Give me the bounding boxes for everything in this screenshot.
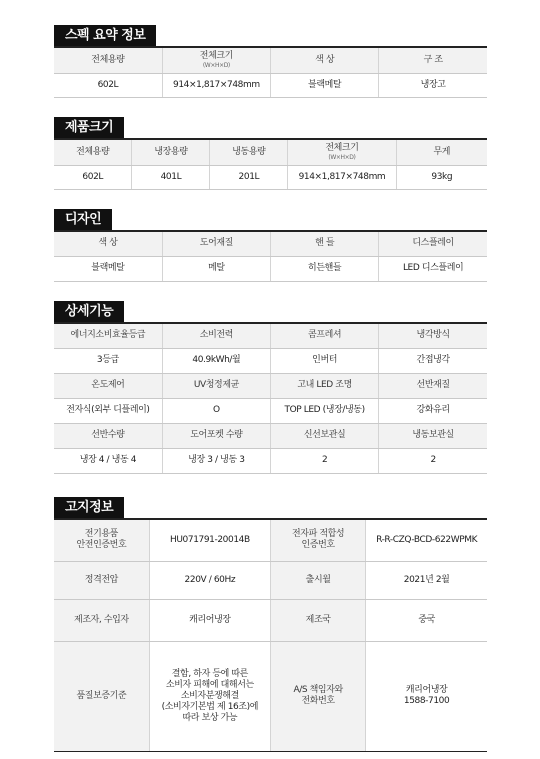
header-cell: 냉각방식: [379, 323, 487, 348]
value-cell: 블랙메탈: [271, 73, 379, 97]
header-cell: [396, 139, 487, 165]
header-label: 전체크기: [199, 51, 233, 62]
spec-summary-table: [54, 46, 487, 98]
header-cell: 냉동보관실: [379, 423, 487, 448]
value-cell: 냉장고: [379, 73, 487, 97]
header-label: 구 조: [423, 54, 443, 65]
value-cell: 강화유리: [379, 398, 487, 423]
header-cell: [132, 139, 210, 165]
header-label: 무게: [433, 146, 451, 157]
label-cell: [270, 519, 365, 561]
value-cell: 401L: [132, 165, 210, 189]
header-cell: [210, 139, 288, 165]
value-cell: 93kg: [396, 165, 487, 189]
header-cell: 선반재질: [379, 373, 487, 398]
value-cell: 냉장 4 / 냉동 4: [54, 448, 162, 473]
header-cell: 핸 들: [271, 231, 379, 256]
header-cell: [288, 139, 396, 165]
value-cell: 201L: [210, 165, 288, 189]
header-cell: [271, 47, 379, 73]
value-cell: [366, 599, 487, 641]
value-cell: 2: [379, 448, 487, 473]
header-cell: 디스플레이: [379, 231, 487, 256]
value-cell: 2: [271, 448, 379, 473]
value-cell: 602L: [54, 73, 162, 97]
header-label: 전체크기: [325, 143, 359, 154]
product-size-title: 제품크기: [54, 117, 124, 138]
header-cell: [54, 47, 162, 73]
product-size-table: [54, 138, 487, 190]
value-cell: 914×1,817×748mm: [162, 73, 270, 97]
value-cell: 간접냉각: [379, 348, 487, 373]
header-label: 전체용량: [91, 54, 125, 65]
design-title: 디자인: [54, 209, 112, 230]
notice-table: [54, 518, 487, 752]
value-cell: LED 디스플레이: [379, 256, 487, 281]
label-cell: [270, 599, 365, 641]
header-sublabel: (W×H×D): [328, 154, 356, 162]
notice-label: 정격전압: [84, 574, 118, 585]
features-table: [54, 322, 487, 474]
value-cell: 전자식(외부 디플레이): [54, 398, 162, 423]
notice-label: 출시월: [305, 574, 331, 585]
header-cell: 도어재질: [162, 231, 270, 256]
header-label: 전체용량: [76, 146, 110, 157]
design-table: [54, 230, 487, 282]
value-cell: [149, 519, 270, 561]
value-cell: [149, 561, 270, 599]
notice-label: 제조자, 수입자: [74, 614, 129, 625]
header-cell: 선반수량: [54, 423, 162, 448]
header-cell: [54, 139, 132, 165]
header-cell: 고내 LED 조명: [271, 373, 379, 398]
label-cell: [54, 519, 149, 561]
value-cell: 602L: [54, 165, 132, 189]
notice-value: 캐리어냉장 1588-7100: [403, 685, 450, 706]
value-cell: [366, 561, 487, 599]
header-cell: [379, 47, 487, 73]
notice-value: 중국: [418, 614, 435, 625]
notice-value: 결함, 하자 등에 따른 소비자 피해에 대해서는 소비자분쟁해결 (소비자기본법 제 16조)에 따라 보상 가능: [161, 668, 259, 723]
label-cell: [270, 641, 365, 751]
header-cell: 도어포켓 수량: [162, 423, 270, 448]
notice-value: 220V / 60Hz: [184, 574, 236, 585]
header-cell: 신선보관실: [271, 423, 379, 448]
value-cell: [149, 641, 270, 751]
notice-label: 품질보증기준: [76, 690, 127, 701]
header-cell: 소비전력: [162, 323, 270, 348]
header-sublabel: (W×H×D): [202, 62, 230, 70]
design-section: [54, 208, 487, 282]
header-label: 냉장용량: [154, 146, 188, 157]
value-cell: 메탈: [162, 256, 270, 281]
label-cell: [54, 641, 149, 751]
notice-label: 제조국: [305, 614, 331, 625]
notice-label: 전자파 적합성 인증번호: [291, 529, 345, 551]
value-cell: 인버터: [271, 348, 379, 373]
label-cell: [54, 599, 149, 641]
notice-label: A/S 책임자와 전화번호: [293, 685, 343, 706]
notice-value: 캐리어냉장: [189, 614, 231, 625]
header-label: 색 상: [315, 54, 335, 65]
features-title: 상세기능: [54, 301, 124, 322]
label-cell: [270, 561, 365, 599]
header-cell: 온도제어: [54, 373, 162, 398]
header-cell: [162, 47, 270, 73]
value-cell: 3등급: [54, 348, 162, 373]
header-label: 냉동용량: [232, 146, 266, 157]
value-cell: 블랙메탈: [54, 256, 162, 281]
notice-label: 전기용품 안전인증번호: [76, 529, 127, 551]
value-cell: 히든핸들: [271, 256, 379, 281]
spec-summary-title: 스펙 요약 정보: [54, 25, 156, 46]
header-cell: 에너지소비효율등급: [54, 323, 162, 348]
value-cell: 40.9kWh/월: [162, 348, 270, 373]
spec-summary-section: [54, 24, 487, 98]
features-section: [54, 300, 487, 474]
value-cell: TOP LED (냉장/냉동): [271, 398, 379, 423]
value-cell: 914×1,817×748mm: [288, 165, 396, 189]
header-cell: UV청정제균: [162, 373, 270, 398]
value-cell: O: [162, 398, 270, 423]
value-cell: [366, 519, 487, 561]
notice-value: R-R-CZQ-BCD-622WPMK: [376, 534, 478, 545]
value-cell: 냉장 3 / 냉동 3: [162, 448, 270, 473]
notice-value: 2021년 2월: [403, 574, 450, 585]
notice-value: HU071791-20014B: [169, 534, 250, 545]
label-cell: [54, 561, 149, 599]
value-cell: [366, 641, 487, 751]
notice-title: 고지정보: [54, 497, 124, 518]
header-cell: 색 상: [54, 231, 162, 256]
product-size-section: [54, 116, 487, 190]
value-cell: [149, 599, 270, 641]
notice-section: [54, 496, 487, 752]
header-cell: 콤프레셔: [271, 323, 379, 348]
